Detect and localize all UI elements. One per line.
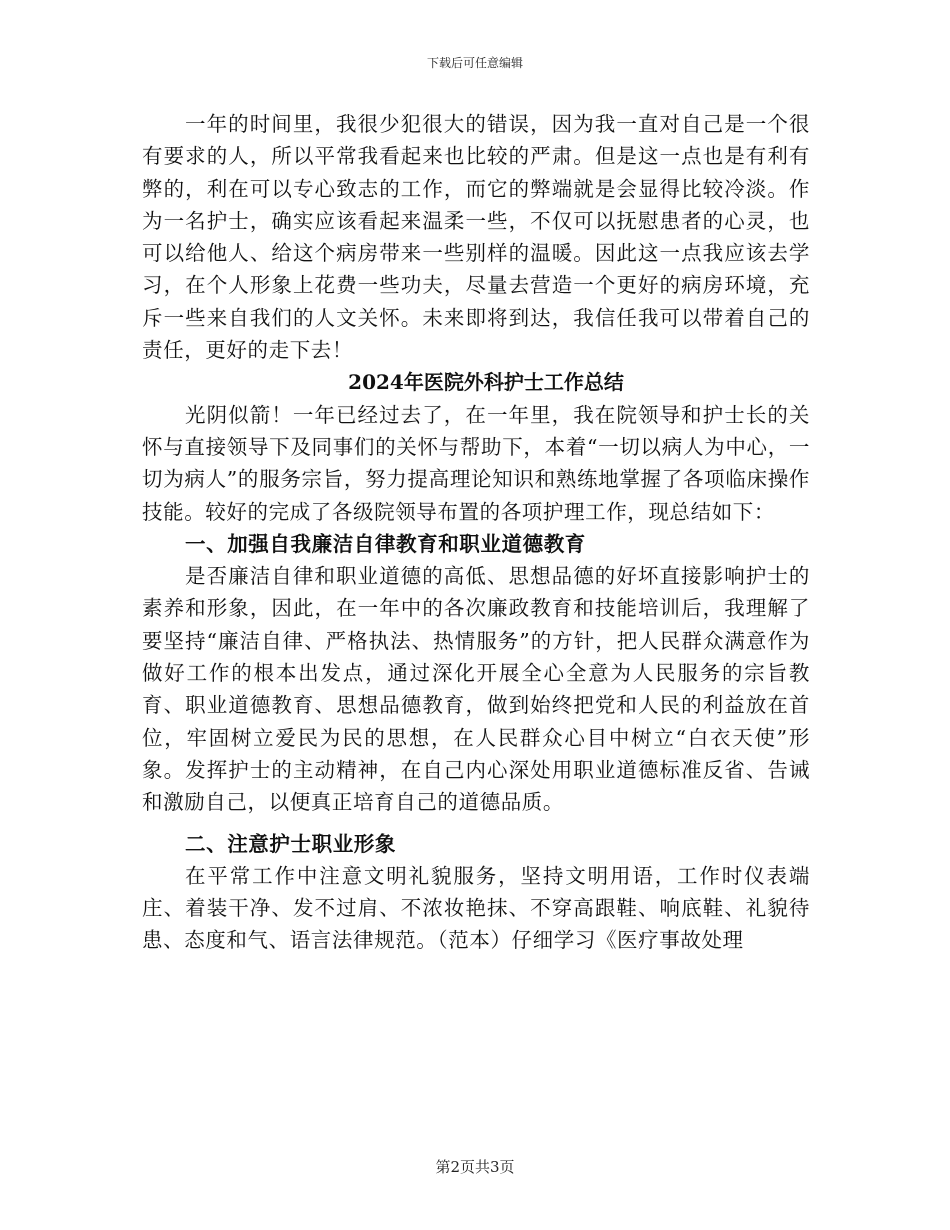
- paragraph-reflection: 一年的时间里，我很少犯很大的错误，因为我一直对自己是一个很有要求的人，所以平常我看起来也比较的严肃。但是这一点也是有利有弊的，利在可以专心致志的工作，而它的弊端就是会显得比较冷淡。作为一名护士，确实应该看起来温柔一些，不仅可以抚慰患者的心灵，也可以给他人、给这个病房带来一些别样的温暖。因此这一点我应该去学习，在个人形象上花费一些功夫，尽量去营造一个更好的病房环境，充斥一些来自我们的人文关怀。未来即将到达，我信任我可以带着自己的责任，更好的走下去！: [142, 112, 810, 363]
- document-body: [142, 108, 810, 957]
- paragraph-ethics: 是否廉洁自律和职业道德的高低、思想品德的好坏直接影响护士的素养和形象，因此，在一年中的各次廉政教育和技能培训后，我理解了要坚持“廉洁自律、严格执法、热情服务”的方针，把人民群众满意作为做好工作的根本出发点，通过深化开展全心全意为人民服务的宗旨教育、职业道德教育、思想品德教育，做到始终把党和人民的利益放在首位，牢固树立爱民为民的思想，在人民群众心目中树立“白衣天使”形象。发挥护士的主动精神，在自己内心深处用职业道德标准反省、告诫和激励自己，以便真正培育自己的道德品质。: [142, 564, 810, 815]
- paragraph-image: 在平常工作中注意文明礼貌服务，坚持文明用语，工作时仪表端庄、着装干净、发不过肩、不浓妆艳抹、不穿高跟鞋、响底鞋、礼貌待患、态度和气、语言法律规范。（范本）仔细学习《医疗事故处理: [142, 863, 810, 953]
- section-heading-1: 一、加强自我廉洁自律教育和职业道德教育: [185, 531, 586, 556]
- paragraph-intro: 光阴似箭！一年已经过去了，在一年里，我在院领导和护士长的关怀与直接领导下及同事们的关怀与帮助下，本着“一切以病人为中心，一切为病人”的服务宗旨，努力提高理论知识和熟练地掌握了各项临床操作技能。较好的完成了各级院领导布置的各项护理工作，现总结如下：: [142, 402, 810, 524]
- document-title: 2024年医院外科护士工作总结: [348, 370, 624, 395]
- section-heading-2: 二、注意护士职业形象: [185, 831, 396, 856]
- page-footer: 第2页共3页: [435, 1158, 515, 1176]
- page-header: 下载后可任意编辑: [426, 56, 523, 70]
